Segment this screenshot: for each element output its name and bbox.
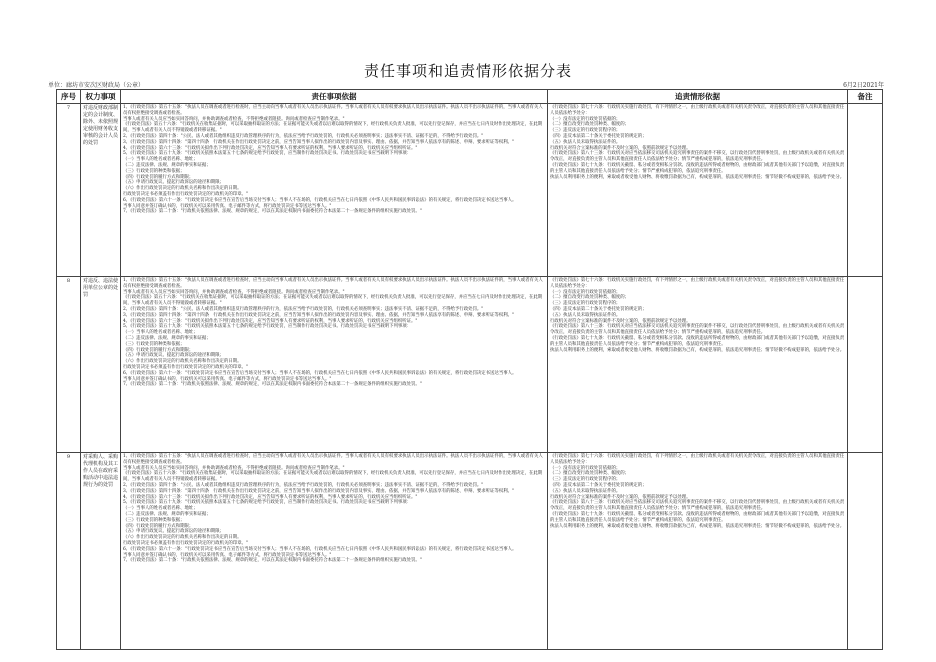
clause-text: 行政机关对符合立案标准的案件不及时立案的，依照前款规定予以处理。 [550,318,691,324]
clause-text: （四）行政处罚的履行方式和期限； [123,174,194,180]
clause-text: 1、《行政处罚法》第五十五条："执法人员在调查或者进行检查时，应当主动向当事人或者有关人员出示执法证件。当事人或者有关人员有权要求执法人员出示执法证件。执法人员不出示执法证件的，当事人或者有关人员有权拒绝接受调查或者检查。 [123,105,543,116]
clause-text: 当事人或者有关人员应当如实回答询问，并协助调查或者检查，不得拒绝或者阻挠。询问或者检查应当制作笔录。" [123,465,345,471]
clause-text: 当事人同意并签订确认书的，行政机关可以采用传真、电子邮件等方式，将行政处罚决定书等送达当事人。" [123,376,332,382]
clause-text: （五）申请行政复议、提起行政诉讼的途径和期限； [123,180,224,186]
clause-text: 当事人同意并签订确认书的，行政机关可以采用传真、电子邮件等方式，将行政处罚决定书等送达当事人。" [123,203,332,209]
clause-text: 《行政处罚法》第七十六条：行政机关实施行政处罚，有下列情形之一，由上级行政机关或者有关机关责令改正，对直接负责的主管人员和其他直接责任人员依法给予处分： [550,105,845,116]
row-seq: 8 [57,277,81,453]
clause-text: （五）申请行政复议、提起行政诉讼的途径和期限； [123,529,224,535]
row-item: 对违反、违法使用单位公章的处罚 [81,277,121,453]
clause-text: 执法人员利用职务上的便利，索取或者收受他人财物、将收缴罚款据为己有，构成犯罪的，依法追究刑事责任；情节轻微不构成犯罪的，依法给予处分。 [550,523,845,529]
clause-text: 4、《行政处罚法》第六十三条："行政机关拟作出下列行政处罚决定，应当告知当事人有要求听证的权利，当事人要求听证的，行政机关应当组织听证。" [123,494,418,500]
clause-text: 1、《行政处罚法》第五十五条："执法人员在调查或者进行检查时，应当主动向当事人或者有关人员出示执法证件。当事人或者有关人员有权要求执法人员出示执法证件。执法人员不出示执法证件的，当事人或者有关人员有权拒绝接受调查或者检查。 [123,454,543,465]
header-item: 权力事项 [81,90,121,104]
clause-text: （五）执法人员未取得执法证件的。 [550,488,621,494]
table-row [57,277,883,453]
clause-text: 《行政处罚法》第五十六条："行政机关在收集证据时，可以采取抽样取证的方法；在证据可能灭失或者以后难以取得的情况下，经行政机关负责人批准，可以先行登记保存，并应当在七日内及时作出处理决定，在此期间，当事人或者有关人员不得销毁或者转移证据。" [123,122,543,134]
clause-text: 执法人员利用职务上的便利，索取或者收受他人财物、将收缴罚款据为己有，构成犯罪的，依法追究刑事责任；情节轻微不构成犯罪的，依法给予处分。 [550,174,845,180]
clause-text: 《行政处罚法》第八十三条：行政机关对应当依法移交司法机关追究刑事责任的案件不移交，以行政处罚代替刑事处罚，由上级行政机关或者有关机关责令改正，对直接负责的主管人员和其他直接责任人员依法给予处分；情节严重构成犯罪的，依法追究刑事责任。 [550,151,845,163]
clause-text: 5、《行政处罚法》第五十九条："行政机关依照本法第五十七条的规定给予行政处罚，应当制作行政处罚决定书。行政处罚决定书应当载明下列事项： [123,151,412,157]
clause-text: （三）违反法定的行政处罚程序的； [550,128,621,134]
clause-text: 当事人或者有关人员应当如实回答询问，并协助调查或者检查，不得拒绝或者阻挠。询问或者检查应当制作笔录。" [123,116,345,122]
clause-text: （三）行政处罚的种类和依据； [123,517,185,523]
clause-text: （五）执法人员未取得执法证件的。 [550,312,621,318]
clause-text: 执法人员利用职务上的便利，索取或者收受他人财物、将收缴罚款据为己有，构成犯罪的，依法追究刑事责任；情节轻微不构成犯罪的，依法给予处分。 [550,347,845,353]
row-seq: 9 [57,453,81,650]
clause-text: 《行政处罚法》第八十三条：行政机关对应当依法移交司法机关追究刑事责任的案件不移交，以行政处罚代替刑事处罚，由上级行政机关或者有关机关责令改正，对直接负责的主管人员和其他直接责任人员依法给予处分；情节严重构成犯罪的，依法追究刑事责任。 [550,324,845,336]
table-row [57,104,883,277]
row-note [848,104,883,277]
issuing-unit: 单位：廊坊市安次区财政局（公章） [48,82,145,89]
clause-text: 5、《行政处罚法》第五十九条："行政机关依照本法第五十七条的规定给予行政处罚，应当制作行政处罚决定书。行政处罚决定书应当载明下列事项： [123,500,412,506]
clause-text: （六）作出行政处罚决定的行政机关名称和作出决定的日期。 [123,186,242,192]
row-basis [121,277,548,453]
row-pursue [548,277,848,453]
clause-text: （二）擅自改变行政处罚种类、幅度的； [550,295,630,301]
header-note: 备注 [848,90,883,104]
clause-text: （二）擅自改变行政处罚种类、幅度的； [550,471,630,477]
clause-text: 《行政处罚法》第五十六条："行政机关在收集证据时，可以采取抽样取证的方法；在证据可能灭失或者以后难以取得的情况下，经行政机关负责人批准，可以先行登记保存，并应当在七日内及时作出处理决定，在此期间，当事人或者有关人员不得销毁或者转移证据。" [123,471,543,483]
clause-text: （四）违反本法第二十条关于委托处罚的规定的； [550,133,647,139]
header-seq: 序号 [57,90,81,104]
clause-text: （五）执法人员未取得执法证件的。 [550,139,621,145]
document-date: 6月2日2021年 [843,82,884,89]
clause-text: 2、《行政处罚法》第四十条："公民、法人或者其他组织违反行政管理秩序的行为，依法应当给予行政处罚的，行政机关必须查明事实；违法事实不清、证据不足的，不得给予行政处罚。" [123,306,484,312]
clause-text: 行政处罚决定书必须盖有作出行政处罚决定的行政机关的印章。" [123,540,248,546]
clause-text: 1、《行政处罚法》第五十五条："执法人员在调查或者进行检查时，应当主动向当事人或者有关人员出示执法证件。当事人或者有关人员有权要求执法人员出示执法证件。执法人员不出示执法证件的，当事人或者有关人员有权拒绝接受调查或者检查。 [123,278,543,289]
clause-text: 2、《行政处罚法》第四十条："公民、法人或者其他组织违反行政管理秩序的行为，依法应当给予行政处罚的，行政机关必须查明事实；违法事实不清、证据不足的，不得给予行政处罚。" [123,133,484,139]
row-pursue [548,453,848,650]
clause-text: 2、《行政处罚法》第四十条："公民、法人或者其他组织违反行政管理秩序的行为，依法应当给予行政处罚的，行政机关必须查明事实；违法事实不清、证据不足的，不得给予行政处罚。" [123,482,484,488]
clause-text: 《行政处罚法》第七十六条：行政机关实施行政处罚，有下列情形之一，由上级行政机关或者有关机关责令改正，对直接负责的主管人员和其他直接责任人员依法给予处分： [550,454,845,465]
clause-text: 行政机关对符合立案标准的案件不及时立案的，依照前款规定予以处理。 [550,145,691,151]
row-pursue [548,104,848,277]
clause-text: 3、《行政处罚法》第四十四条："第四十四条 行政机关在作出行政处罚决定之前，应当告知当事人拟作出的行政处罚内容及事实、理由、依据，并告知当事人依法享有的陈述、申辩、要求听证等权利。" [123,312,515,318]
clause-text: （六）作出行政处罚决定的行政机关名称和作出决定的日期。 [123,535,242,541]
clause-text: （二）擅自改变行政处罚种类、幅度的； [550,122,630,128]
clause-text: （四）违反本法第二十条关于委托处罚的规定的； [550,306,647,312]
clause-text: （二）违反法律、法规、规章的事实和证据； [123,511,211,517]
clause-text: （四）行政处罚的履行方式和期限； [123,523,194,529]
clause-text: 《行政处罚法》第七十九条：行政机关截留、私分或者变相私分罚款、没收的违法所得或者财物的，由财政部门或者其他有关部门予以追缴，对直接负责的主管人员和其他直接责任人员依法给予处分；情节严重构成犯罪的，依法追究刑事责任。 [550,335,845,347]
row-item: 对违反财政部制定的会计制度、除外、未依照规定使用财务收支审核的会计人员的处罚 [81,104,121,277]
clause-text: （一）没有法定的行政处罚依据的； [550,465,621,471]
row-seq: 7 [57,104,81,277]
clause-text: （一）没有法定的行政处罚依据的； [550,289,621,295]
clause-text: 6、《行政处罚法》第六十一条："行政处罚决定书应当在宣告后当场交付当事人；当事人不在场的，行政机关应当在七日内依照《中华人民共和国民事诉讼法》的有关规定，将行政处罚决定书送达当事人。 [123,370,517,376]
clause-text: （三）违反法定的行政处罚程序的； [550,301,621,307]
clause-text: 7、《行政处罚法》第二十条："行政机关依照法律、法规、规章的规定，可以在其法定权限内书面委托符合本法第二十一条规定条件的组织实施行政处罚。" [123,382,422,388]
clause-text: 6、《行政处罚法》第六十一条："行政处罚决定书应当在宣告后当场交付当事人；当事人不在场的，行政机关应当在七日内依照《中华人民共和国民事诉讼法》的有关规定，将行政处罚决定书送达当事人。 [123,197,517,203]
row-note [848,453,883,650]
clause-text: 行政机关对符合立案标准的案件不及时立案的，依照前款规定予以处理。 [550,494,691,500]
row-item: 对采购人、采购代理机构及其工作人员在政府采购活动中违法违规行为的处罚 [81,453,121,650]
header-basis: 责任事项依据 [121,90,548,104]
row-basis [121,104,548,277]
row-basis [121,453,548,650]
clause-text: 4、《行政处罚法》第六十三条："行政机关拟作出下列行政处罚决定，应当告知当事人有要求听证的权利，当事人要求听证的，行政机关应当组织听证。" [123,318,418,324]
clause-text: （三）行政处罚的种类和依据； [123,341,185,347]
clause-text: （一）当事人的姓名或者名称、地址； [123,506,198,512]
clause-text: 行政处罚决定书必须盖有作出行政处罚决定的行政机关的印章。" [123,191,248,197]
clause-text: 《行政处罚法》第七十六条：行政机关实施行政处罚，有下列情形之一，由上级行政机关或者有关机关责令改正，对直接负责的主管人员和其他直接责任人员依法给予处分： [550,278,845,289]
table-header-row [57,90,883,104]
row-note [848,277,883,453]
page-title: 责任事项和追责情形依据分表 [363,62,572,80]
clause-text: 5、《行政处罚法》第五十九条："行政机关依照本法第五十七条的规定给予行政处罚，应当制作行政处罚决定书。行政处罚决定书应当载明下列事项： [123,324,412,330]
clause-text: 当事人或者有关人员应当如实回答询问，并协助调查或者检查，不得拒绝或者阻挠。询问或者检查应当制作笔录。" [123,289,345,295]
clause-text: 6、《行政处罚法》第六十一条："行政处罚决定书应当在宣告后当场交付当事人；当事人不在场的，行政机关应当在七日内依照《中华人民共和国民事诉讼法》的有关规定，将行政处罚决定书送达当事人。 [123,546,517,552]
clause-text: 《行政处罚法》第八十三条：行政机关对应当依法移交司法机关追究刑事责任的案件不移交，以行政处罚代替刑事处罚，由上级行政机关或者有关机关责令改正，对直接负责的主管人员和其他直接责任人员依法给予处分；情节严重构成犯罪的，依法追究刑事责任。 [550,500,845,512]
clause-text: （四）违反本法第二十条关于委托处罚的规定的； [550,482,647,488]
clause-text: （二）违反法律、法规、规章的事实和证据； [123,335,211,341]
header-pursue: 追责情形依据 [548,90,848,104]
responsibility-table [56,89,883,650]
clause-text: 3、《行政处罚法》第四十四条："第四十四条 行政机关在作出行政处罚决定之前，应当告知当事人拟作出的行政处罚内容及事实、理由、依据，并告知当事人依法享有的陈述、申辩、要求听证等权利。" [123,139,515,145]
clause-text: （三）违反法定的行政处罚程序的； [550,477,621,483]
clause-text: 《行政处罚法》第七十九条：行政机关截留、私分或者变相私分罚款、没收的违法所得或者财物的，由财政部门或者其他有关部门予以追缴，对直接负责的主管人员和其他直接责任人员依法给予处分；情节严重构成犯罪的，依法追究刑事责任。 [550,511,845,523]
clause-text: （一）当事人的姓名或者名称、地址； [123,330,198,336]
clause-text: （六）作出行政处罚决定的行政机关名称和作出决定的日期。 [123,359,242,365]
clause-text: 行政处罚决定书必须盖有作出行政处罚决定的行政机关的印章。" [123,364,248,370]
clause-text: 7、《行政处罚法》第二十条："行政机关依照法律、法规、规章的规定，可以在其法定权限内书面委托符合本法第二十一条规定条件的组织实施行政处罚。" [123,209,422,215]
clause-text: 7、《行政处罚法》第二十条："行政机关依照法律、法规、规章的规定，可以在其法定权限内书面委托符合本法第二十一条规定条件的组织实施行政处罚。" [123,558,422,564]
table-row [57,453,883,650]
clause-text: （一）没有法定的行政处罚依据的； [550,116,621,122]
clause-text: 《行政处罚法》第七十九条：行政机关截留、私分或者变相私分罚款、没收的违法所得或者财物的，由财政部门或者其他有关部门予以追缴，对直接负责的主管人员和其他直接责任人员依法给予处分；情节严重构成犯罪的，依法追究刑事责任。 [550,162,845,174]
clause-text: 当事人同意并签订确认书的，行政机关可以采用传真、电子邮件等方式，将行政处罚决定书等送达当事人。" [123,552,332,558]
clause-text: （一）当事人的姓名或者名称、地址； [123,157,198,163]
clause-text: （四）行政处罚的履行方式和期限； [123,347,194,353]
clause-text: （三）行政处罚的种类和依据； [123,168,185,174]
clause-text: （五）申请行政复议、提起行政诉讼的途径和期限； [123,353,224,359]
clause-text: 4、《行政处罚法》第六十三条："行政机关拟作出下列行政处罚决定，应当告知当事人有要求听证的权利，当事人要求听证的，行政机关应当组织听证。" [123,145,418,151]
clause-text: 3、《行政处罚法》第四十四条："第四十四条 行政机关在作出行政处罚决定之前，应当告知当事人拟作出的行政处罚内容及事实、理由、依据，并告知当事人依法享有的陈述、申辩、要求听证等权利。" [123,488,515,494]
clause-text: （二）违反法律、法规、规章的事实和证据； [123,162,211,168]
clause-text: 《行政处罚法》第五十六条："行政机关在收集证据时，可以采取抽样取证的方法；在证据可能灭失或者以后难以取得的情况下，经行政机关负责人批准，可以先行登记保存，并应当在七日内及时作出处理决定，在此期间，当事人或者有关人员不得销毁或者转移证据。" [123,295,543,307]
